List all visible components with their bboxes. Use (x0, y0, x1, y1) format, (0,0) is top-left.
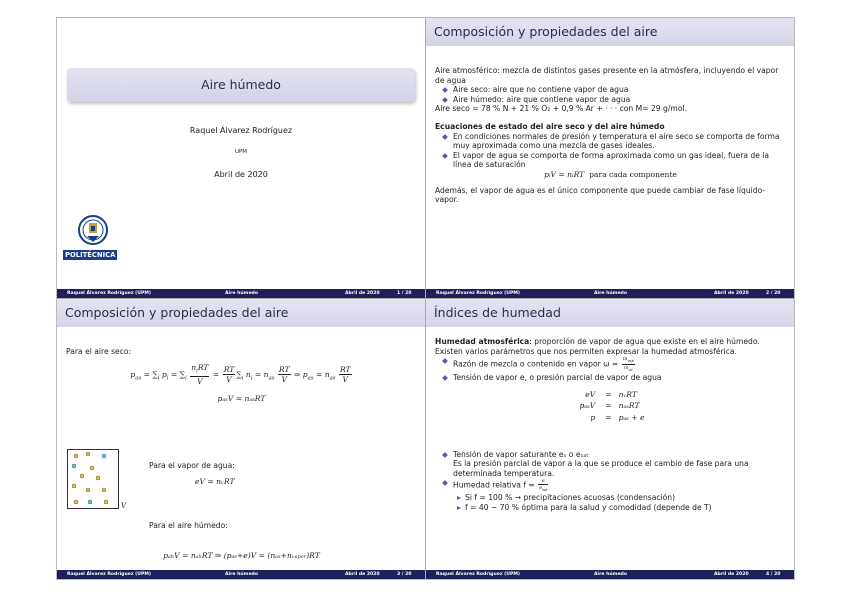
intro: Aire atmosférico: mezcla de distintos gases presente en la atmósfera, incluyendo el vapor de agua (435, 66, 779, 85)
equation: pₐₛV = nₐₛRT (217, 394, 266, 404)
bullet: Humedad relativa f = $\frac{e}{e_{sat}}$ (435, 478, 786, 493)
footer-title: Aire húmedo (225, 572, 258, 577)
footer-date: Abril de 2020 (345, 291, 380, 296)
intro: Humedad atmosférica: proporción de vapor de agua que existe en el aire húmedo. Existen varios parámetros que nos permiten expresar la humedad atmosférica. (435, 337, 760, 356)
composition: Aire seco = 78 % N + 21 % O₂ + 0,9 % Ar + · · · con M= 29 g/mol. (435, 104, 687, 114)
slide-heading: Composición y propiedades del aire (65, 305, 289, 320)
sub-bullet: f = 40 − 70 % óptima para la salud y comodidad (depende de T) (435, 503, 786, 513)
handout-sheet (56, 17, 795, 580)
bullet: El vapor de agua se comporta de forma aproximada como un gas ideal, fuera de la línea de saturación (435, 151, 786, 170)
slide-body (435, 337, 786, 513)
upm-logo (63, 206, 123, 266)
bullet: Aire seco: aire que no contiene vapor de agua (435, 85, 786, 95)
slide-heading: Composición y propiedades del aire (434, 24, 658, 39)
author: Raquel Álvarez Rodríguez (189, 126, 293, 135)
slide-body (435, 66, 786, 205)
equation: pₐₕV = nₐₕRT ⇒ (pₐₛ+e)V = (nₐₛ+nᵥₐₚₒᵣ)RT (163, 551, 320, 560)
section-heading: Ecuaciones de estado del aire seco y del aire húmedo (435, 121, 665, 131)
equation: pᵢV = nᵢRT para cada componente (544, 169, 677, 179)
footer-author: Raquel Álvarez Rodríguez (UPM) (436, 572, 520, 577)
footer-title: Aire húmedo (594, 572, 627, 577)
equation-sum: $p_{as} = \sum_i$ $p_i = \sum_i$ $\frac{n_iRT}{V}$ = $\frac{RT}{V}$ $\sum_i$ $n_i = n_{as}$ $\frac{RT}{V}$ ⇒ $p_{as} = n_{as}$ $\frac{RT}{V}$ (130, 362, 351, 387)
slide-header (426, 18, 794, 46)
sub-bullet: Si f = 100 % → precipitaciones acuosas (condensación) (435, 493, 786, 503)
vapor-section (149, 461, 417, 486)
slide-header (426, 299, 794, 327)
bullet-detail: Es la presión parcial de vapor a la que se produce el cambio de fase para una determinada temperatura. (453, 459, 749, 478)
slide-3 (57, 299, 426, 579)
slide-4 (426, 299, 794, 579)
footer-author: Raquel Álvarez Rodríguez (UPM) (67, 291, 151, 296)
closing: Además, el vapor de agua es el único componente que puede cambiar de fase líquido-vapor. (435, 185, 766, 205)
bullet: Aire húmedo: aire que contiene vapor de agua (435, 95, 786, 105)
bullet: Razón de mezcla o contenido en vapor ω = $\frac{m_{vap}}{m_{as}}$ (435, 356, 786, 373)
molecules-icon (68, 450, 118, 508)
equation: eV = nᵥRT (195, 476, 235, 486)
footer-bar (57, 289, 425, 298)
slide-header (57, 299, 425, 327)
footer-title: Aire húmedo (225, 291, 258, 296)
bullet: Tensión de vapor e, o presión parcial de vapor de agua (435, 373, 786, 383)
footer-page: 1 / 20 (397, 291, 412, 296)
volume-label: V (120, 502, 126, 510)
footer-page: 2 / 20 (766, 291, 781, 296)
footer-author: Raquel Álvarez Rodríguez (UPM) (67, 572, 151, 577)
humid-label: Para el aire húmedo: (149, 521, 228, 530)
bullet: En condiciones normales de presión y temperatura el aire seco se comporta de forma muy aproximada como una mezcla de gases ideales. (435, 132, 786, 151)
bullet: Tensión de vapor saturante eₛ o eₛₐₜ (435, 450, 786, 460)
slide-1 (57, 18, 426, 299)
humid-section (149, 521, 417, 531)
presentation-title: Aire húmedo (201, 77, 281, 92)
slide-2 (426, 18, 794, 299)
intro: Para el aire seco: (66, 347, 132, 356)
vapor-label: Para el vapor de agua: (149, 461, 235, 470)
footer-date: Abril de 2020 (714, 291, 749, 296)
equation-array: eV = nᵥRT pₐₛV = nₐₛRT p = pₐₛ + e (579, 389, 645, 422)
logo-text: POLITÉCNICA (65, 251, 116, 259)
footer-date: Abril de 2020 (345, 572, 380, 577)
gas-container (67, 449, 126, 510)
slide-heading: Índices de humedad (434, 305, 561, 320)
footer-bar (426, 570, 794, 579)
footer-page: 3 / 20 (397, 572, 412, 577)
footer-page: 4 / 20 (766, 572, 781, 577)
slide-body (66, 347, 417, 404)
date: Abril de 2020 (214, 170, 268, 179)
institute: UPM (234, 149, 248, 155)
footer-date: Abril de 2020 (714, 572, 749, 577)
footer-bar (426, 289, 794, 298)
title-box (67, 68, 415, 102)
footer-title: Aire húmedo (594, 291, 627, 296)
footer-author: Raquel Álvarez Rodríguez (UPM) (436, 291, 520, 296)
footer-bar (57, 570, 425, 579)
